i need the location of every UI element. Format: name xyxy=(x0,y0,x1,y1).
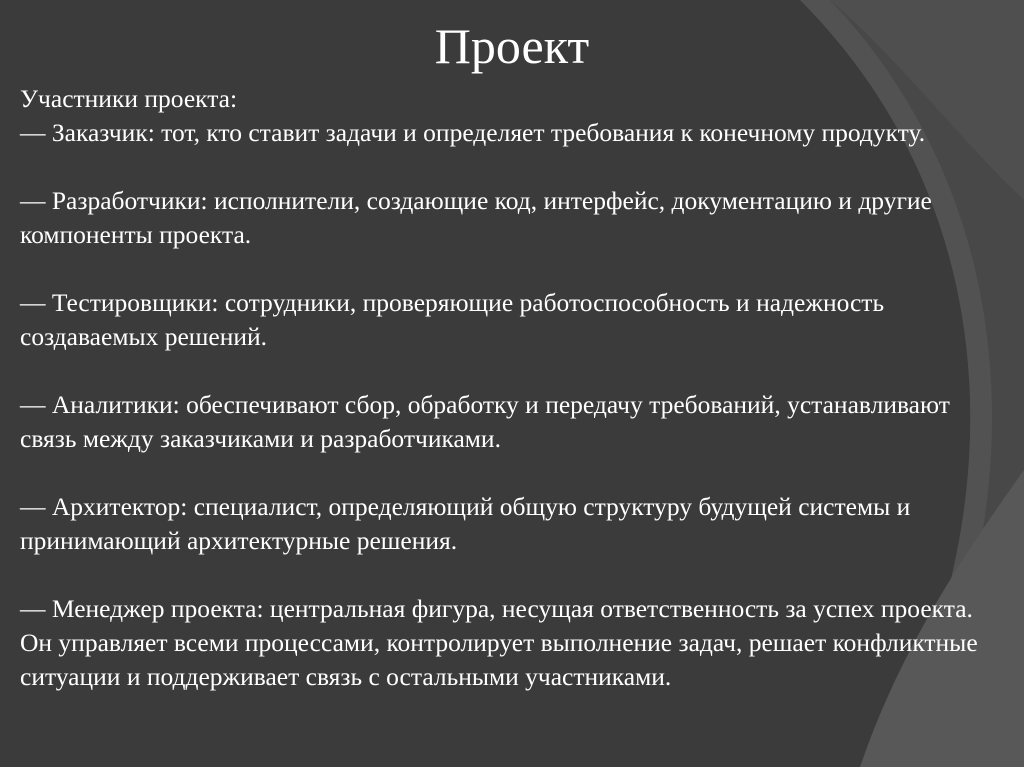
role-analysts: — Аналитики: обеспечивают сбор, обработку и передачу требований, устанавливают связь между заказчиками и разработчиками. xyxy=(20,390,950,453)
role-developers: — Разработчики: исполнители, создающие код, интерфейс, документацию и другие компоненты проекта. xyxy=(20,186,932,249)
role-architect: — Архитектор: специалист, определяющий общую структуру будущей системы и принимающий архитектурные решения. xyxy=(20,492,911,555)
slide-title: Проект xyxy=(434,18,590,74)
slide-content xyxy=(20,82,1000,694)
intro-text: Участники проекта: xyxy=(20,84,238,113)
role-project-manager: — Менеджер проекта: центральная фигура, несущая ответственность за успех проекта. Он управляет всеми процессами, контролирует выполнение задач, решает конфликтные ситуации и поддерживает связь с остальными участниками. xyxy=(20,594,978,691)
role-testers: — Тестировщики: сотрудники, проверяющие работоспособность и надежность создаваемых решений. xyxy=(20,288,885,351)
role-customer: — Заказчик: тот, кто ставит задачи и определяет требования к конечному продукту. xyxy=(20,118,926,147)
